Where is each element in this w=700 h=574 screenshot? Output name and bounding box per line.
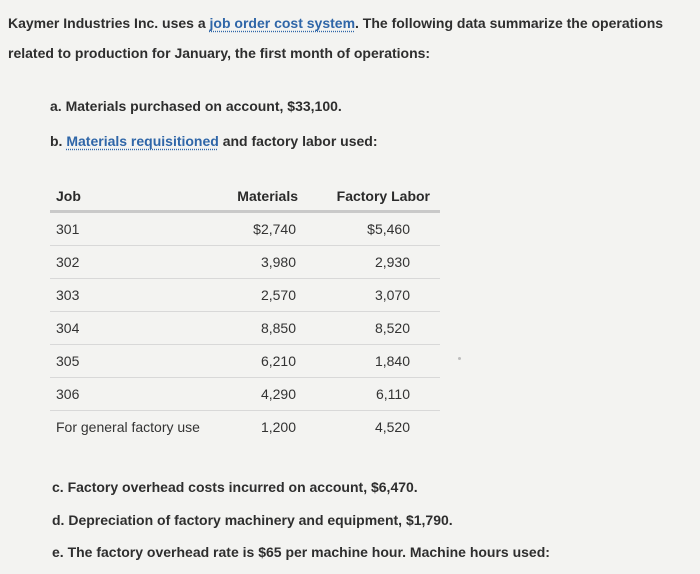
item-a: a. Materials purchased on account, $33,100. [50, 98, 342, 114]
intro-text-end: . The following data summarize the operations related to production for January, the first month of operations: [8, 15, 664, 61]
table-row [50, 279, 440, 312]
header-job: Job [56, 188, 81, 204]
item-b-suffix: and factory labor used: [218, 133, 378, 149]
job-order-cost-system-link[interactable]: job order cost system [209, 15, 356, 31]
item-b-prefix: b. [50, 133, 67, 149]
job-cell: For general factory use [56, 419, 200, 435]
labor-cell: 1,840 [374, 353, 410, 369]
item-b [50, 133, 378, 149]
materials-cell: 1,200 [260, 419, 296, 435]
intro-text-start: Kaymer Industries Inc. uses a [8, 15, 210, 31]
materials-cell: 8,850 [260, 320, 296, 336]
header-factory-labor: Factory Labor [336, 188, 430, 204]
job-cost-table [50, 180, 440, 443]
table-row [50, 246, 440, 279]
labor-cell: 2,930 [374, 254, 410, 270]
item-c: c. Factory overhead costs incurred on account, $6,470. [52, 479, 418, 495]
intro-paragraph [8, 8, 688, 68]
labor-cell: 8,520 [374, 320, 410, 336]
job-cell: 302 [56, 254, 80, 270]
table-row [50, 312, 440, 345]
materials-cell: 2,570 [260, 287, 296, 303]
table-row [50, 378, 440, 411]
job-cell: 303 [56, 287, 80, 303]
job-cell: 301 [56, 221, 80, 237]
table-row [50, 411, 440, 443]
table-row [50, 213, 440, 246]
item-e: e. The factory overhead rate is $65 per machine hour. Machine hours used: [52, 544, 550, 560]
header-materials: Materials [237, 188, 298, 204]
materials-cell: 6,210 [260, 353, 296, 369]
job-cell: 304 [56, 320, 80, 336]
materials-cell: $2,740 [253, 221, 296, 237]
labor-cell: 6,110 [376, 386, 410, 402]
table-row [50, 345, 440, 378]
materials-cell: 3,980 [260, 254, 296, 270]
materials-requisitioned-link[interactable]: Materials requisitioned [66, 133, 219, 149]
materials-cell: 4,290 [260, 386, 296, 402]
table-header [50, 180, 440, 213]
labor-cell: 3,070 [374, 287, 410, 303]
decorative-dot [458, 357, 461, 360]
job-cell: 305 [56, 353, 80, 369]
item-d: d. Depreciation of factory machinery and equipment, $1,790. [52, 512, 453, 528]
labor-cell: 4,520 [374, 419, 410, 435]
job-cell: 306 [56, 386, 80, 402]
labor-cell: $5,460 [367, 221, 410, 237]
